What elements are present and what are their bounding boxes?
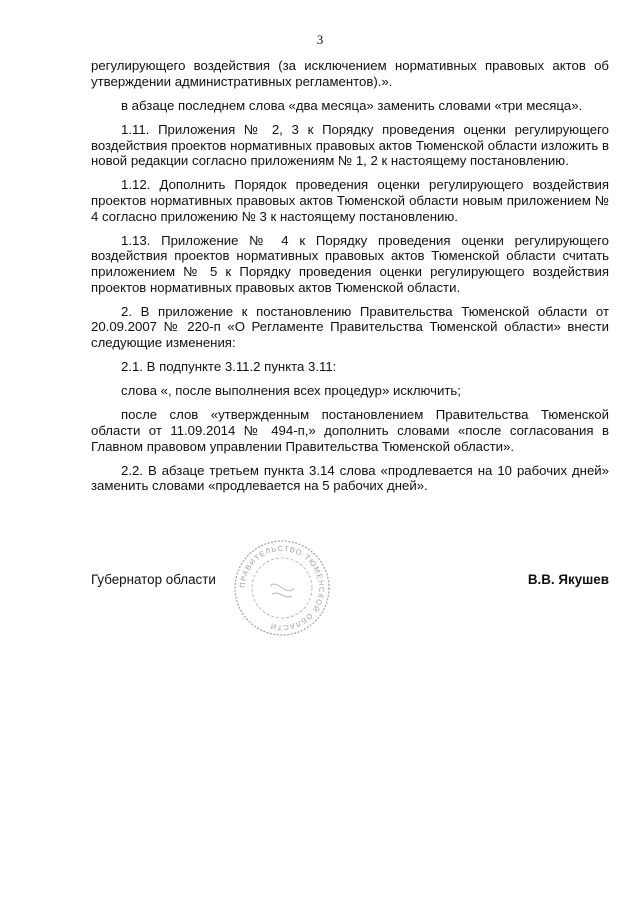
paragraph-last-indent-amendment: в абзаце последнем слова «два месяца» заменить словами «три месяца».	[121, 97, 583, 113]
paragraph-2-1-words-added: после слов «утвержденным постановлением Правительства Тюменской области от 11.09.2014 № 494-п,» дополнить словами «после согласования в Главном правовом управлении Правительства Тюменской области».	[91, 407, 609, 454]
seal-text: ПРАВИТЕЛЬСТВО ТЮМЕНСКОЙ ОБЛАСТИ	[237, 543, 327, 633]
paragraph-2-1: 2.1. В подпункте 3.11.2 пункта 3.11:	[121, 359, 337, 375]
signatory-title: Губернатор области	[91, 572, 216, 587]
paragraph-1-12: 1.12. Дополнить Порядок проведения оценки регулирующего воздействия проектов нормативных правовых актов Тюменской области новым приложением № 4 согласно приложению № 3 к настоящему постановлению.	[91, 177, 609, 224]
paragraph-2-2: 2.2. В абзаце третьем пункта 3.14 слова «продлевается на 10 рабочих дней» заменить словами «продлевается на 5 рабочих дней».	[91, 462, 609, 494]
signature-block	[91, 572, 609, 592]
paragraph-2-1-words-excluded: слова «, после выполнения всех процедур» исключить;	[121, 383, 461, 399]
paragraph-continuation: регулирующего воздействия (за исключением нормативных правовых актов об утверждении административных регламентов).».	[91, 58, 609, 89]
page-number: 3	[316, 32, 324, 47]
paragraph-1-11: 1.11. Приложения № 2, 3 к Порядку проведения оценки регулирующего воздействия проектов нормативных правовых актов Тюменской области изложить в новой редакции согласно приложениям № 1, 2 к настоящему постановлению.	[91, 121, 609, 169]
paragraph-1-13: 1.13. Приложение № 4 к Порядку проведения оценки регулирующего воздействия проектов нормативных правовых актов Тюменской области считать приложением № 5 к Порядку проведения оценки регулирующего воздействия проектов нормативных правовых актов Тюменской области.	[91, 232, 609, 295]
document-body	[91, 58, 609, 503]
signatory-name: В.В. Якушев	[527, 572, 609, 587]
paragraph-2: 2. В приложение к постановлению Правительства Тюменской области от 20.09.2007 № 220-п «О Регламенте Правительства Тюменской области» внести следующие изменения:	[91, 303, 609, 350]
